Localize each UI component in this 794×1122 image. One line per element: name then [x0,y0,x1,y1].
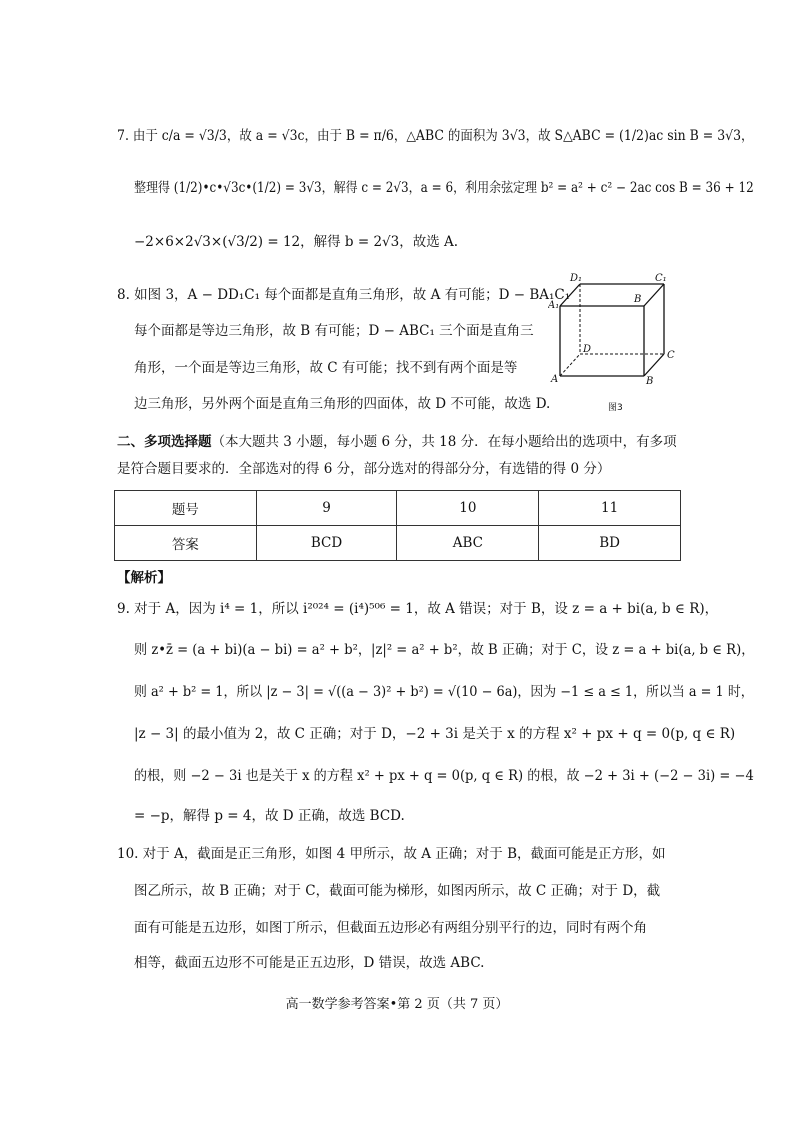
q8-line-4: 边三角形，另外两个面是直角三角形的四面体，故 D 不可能，故选 D. [134,396,551,412]
section-2-header [117,432,677,452]
label-b: B [646,376,654,387]
answer-table-row-answers [115,526,681,561]
label-c1: C₁ [655,273,667,284]
q7-line-3: −2×6×2√3×(√3/2) = 12，解得 b = 2√3，故选 A. [134,234,459,250]
edge-a-d-hidden [560,354,580,376]
q9-line-4: |z − 3| 的最小值为 2，故 C 正确；对于 D，−2 + 3i 是关于 x 的方程 x² + px + q = 0(p, q ∈ R) [134,726,736,742]
q9-line-3: 则 a² + b² = 1，所以 |z − 3| = √((a − 3)² + b²) = √(10 − 6a)，因为 −1 ≤ a ≤ 1，所以当 a = 1 时， [134,684,754,700]
label-d: D [583,344,592,355]
q7-line-2: 整理得 (1/2)•c•√3c•(1/2) = 3√3，解得 c = 2√3，a = 6，利用余弦定理 b² = a² + c² − 2ac cos B = 36 + 12 [134,180,754,196]
table-cell-q9: 9 [256,491,397,526]
label-a1: A₁ [548,300,560,311]
table-cell-q11: 11 [539,491,681,526]
q9-line-2: 则 z•z̄ = (a + bi)(a − bi) = a² + b²，|z|² = a² + b²，故 B 正确；对于 C，设 z = a + bi(a, b ∈ R)， [134,642,755,658]
answer-table [114,490,681,561]
figure-3-cube [548,270,680,416]
answer-table-row-questions [115,491,681,526]
q8-line-2: 每个面都是等边三角形，故 B 有可能；D − ABC₁ 三个面是直角三 [134,323,534,339]
table-cell-a11: BD [539,526,681,561]
q10-line-3: 面有可能是五边形，如图丁所示，但截面五边形必有两组分别平行的边，同时有两个角 [134,920,647,936]
section-2-desc-2: 是符合题目要求的．全部选对的得 6 分，部分选对的得部分分，有选错的得 0 分） [117,461,611,477]
q10-line-2: 图乙所示，故 B 正确；对于 C，截面可能为梯形，如图丙所示，故 C 正确；对于 D，截 [134,883,661,899]
page-footer: 高一数学参考答案•第 2 页（共 7 页） [285,997,509,1012]
q7-line-1: 7. 由于 c/a = √3/3，故 a = √3c，由于 B = π/6，△ABC 的面积为 3√3，故 S△ABC = (1/2)ac sin B = 3√3， [117,128,754,144]
q9-line-6: = −p，解得 p = 4，故 D 正确，故选 BCD. [134,808,405,824]
edge-b-c [644,354,664,376]
label-b1: B [634,294,642,305]
figure-3-caption: 图3 [608,403,623,413]
q8-line-1: 8. 如图 3，A − DD₁C₁ 每个面都是直角三角形，故 A 有可能；D − BA₁C₁ [117,287,571,303]
table-cell-q10: 10 [397,491,539,526]
label-a: A [551,374,559,385]
table-cell-a10: ABC [397,526,539,561]
table-header-number: 题号 [115,491,257,526]
table-header-answer: 答案 [115,526,257,561]
edge-b1-c1 [644,284,664,306]
edge-a1-d1 [560,284,580,306]
label-d1: D₁ [570,273,583,284]
section-2-title: 二、多项选择题 [117,434,212,450]
q8-line-3: 角形，一个面是等边三角形，故 C 有可能；找不到有两个面是等 [134,360,518,376]
q10-line-4: 相等，截面五边形不可能是正五边形，D 错误，故选 ABC. [134,955,485,971]
label-c: C [667,350,675,361]
analysis-heading: 【解析】 [117,570,171,586]
q9-line-5: 的根，则 −2 − 3i 也是关于 x 的方程 x² + px + q = 0(p, q ∈ R) 的根，故 −2 + 3i + (−2 − 3i) = −4 [134,768,754,784]
section-2-desc-1: （本大题共 3 小题，每小题 6 分，共 18 分．在每小题给出的选项中，有多项 [211,434,677,450]
q10-line-1: 10. 对于 A，截面是正三角形，如图 4 甲所示，故 A 正确；对于 B，截面可能是正方形，如 [117,846,666,862]
table-cell-a9: BCD [256,526,397,561]
q9-line-1: 9. 对于 A，因为 i⁴ = 1，所以 i²⁰²⁴ = (i⁴)⁵⁰⁶ = 1，故 A 错误；对于 B，设 z = a + bi(a, b ∈ R)， [117,601,719,617]
